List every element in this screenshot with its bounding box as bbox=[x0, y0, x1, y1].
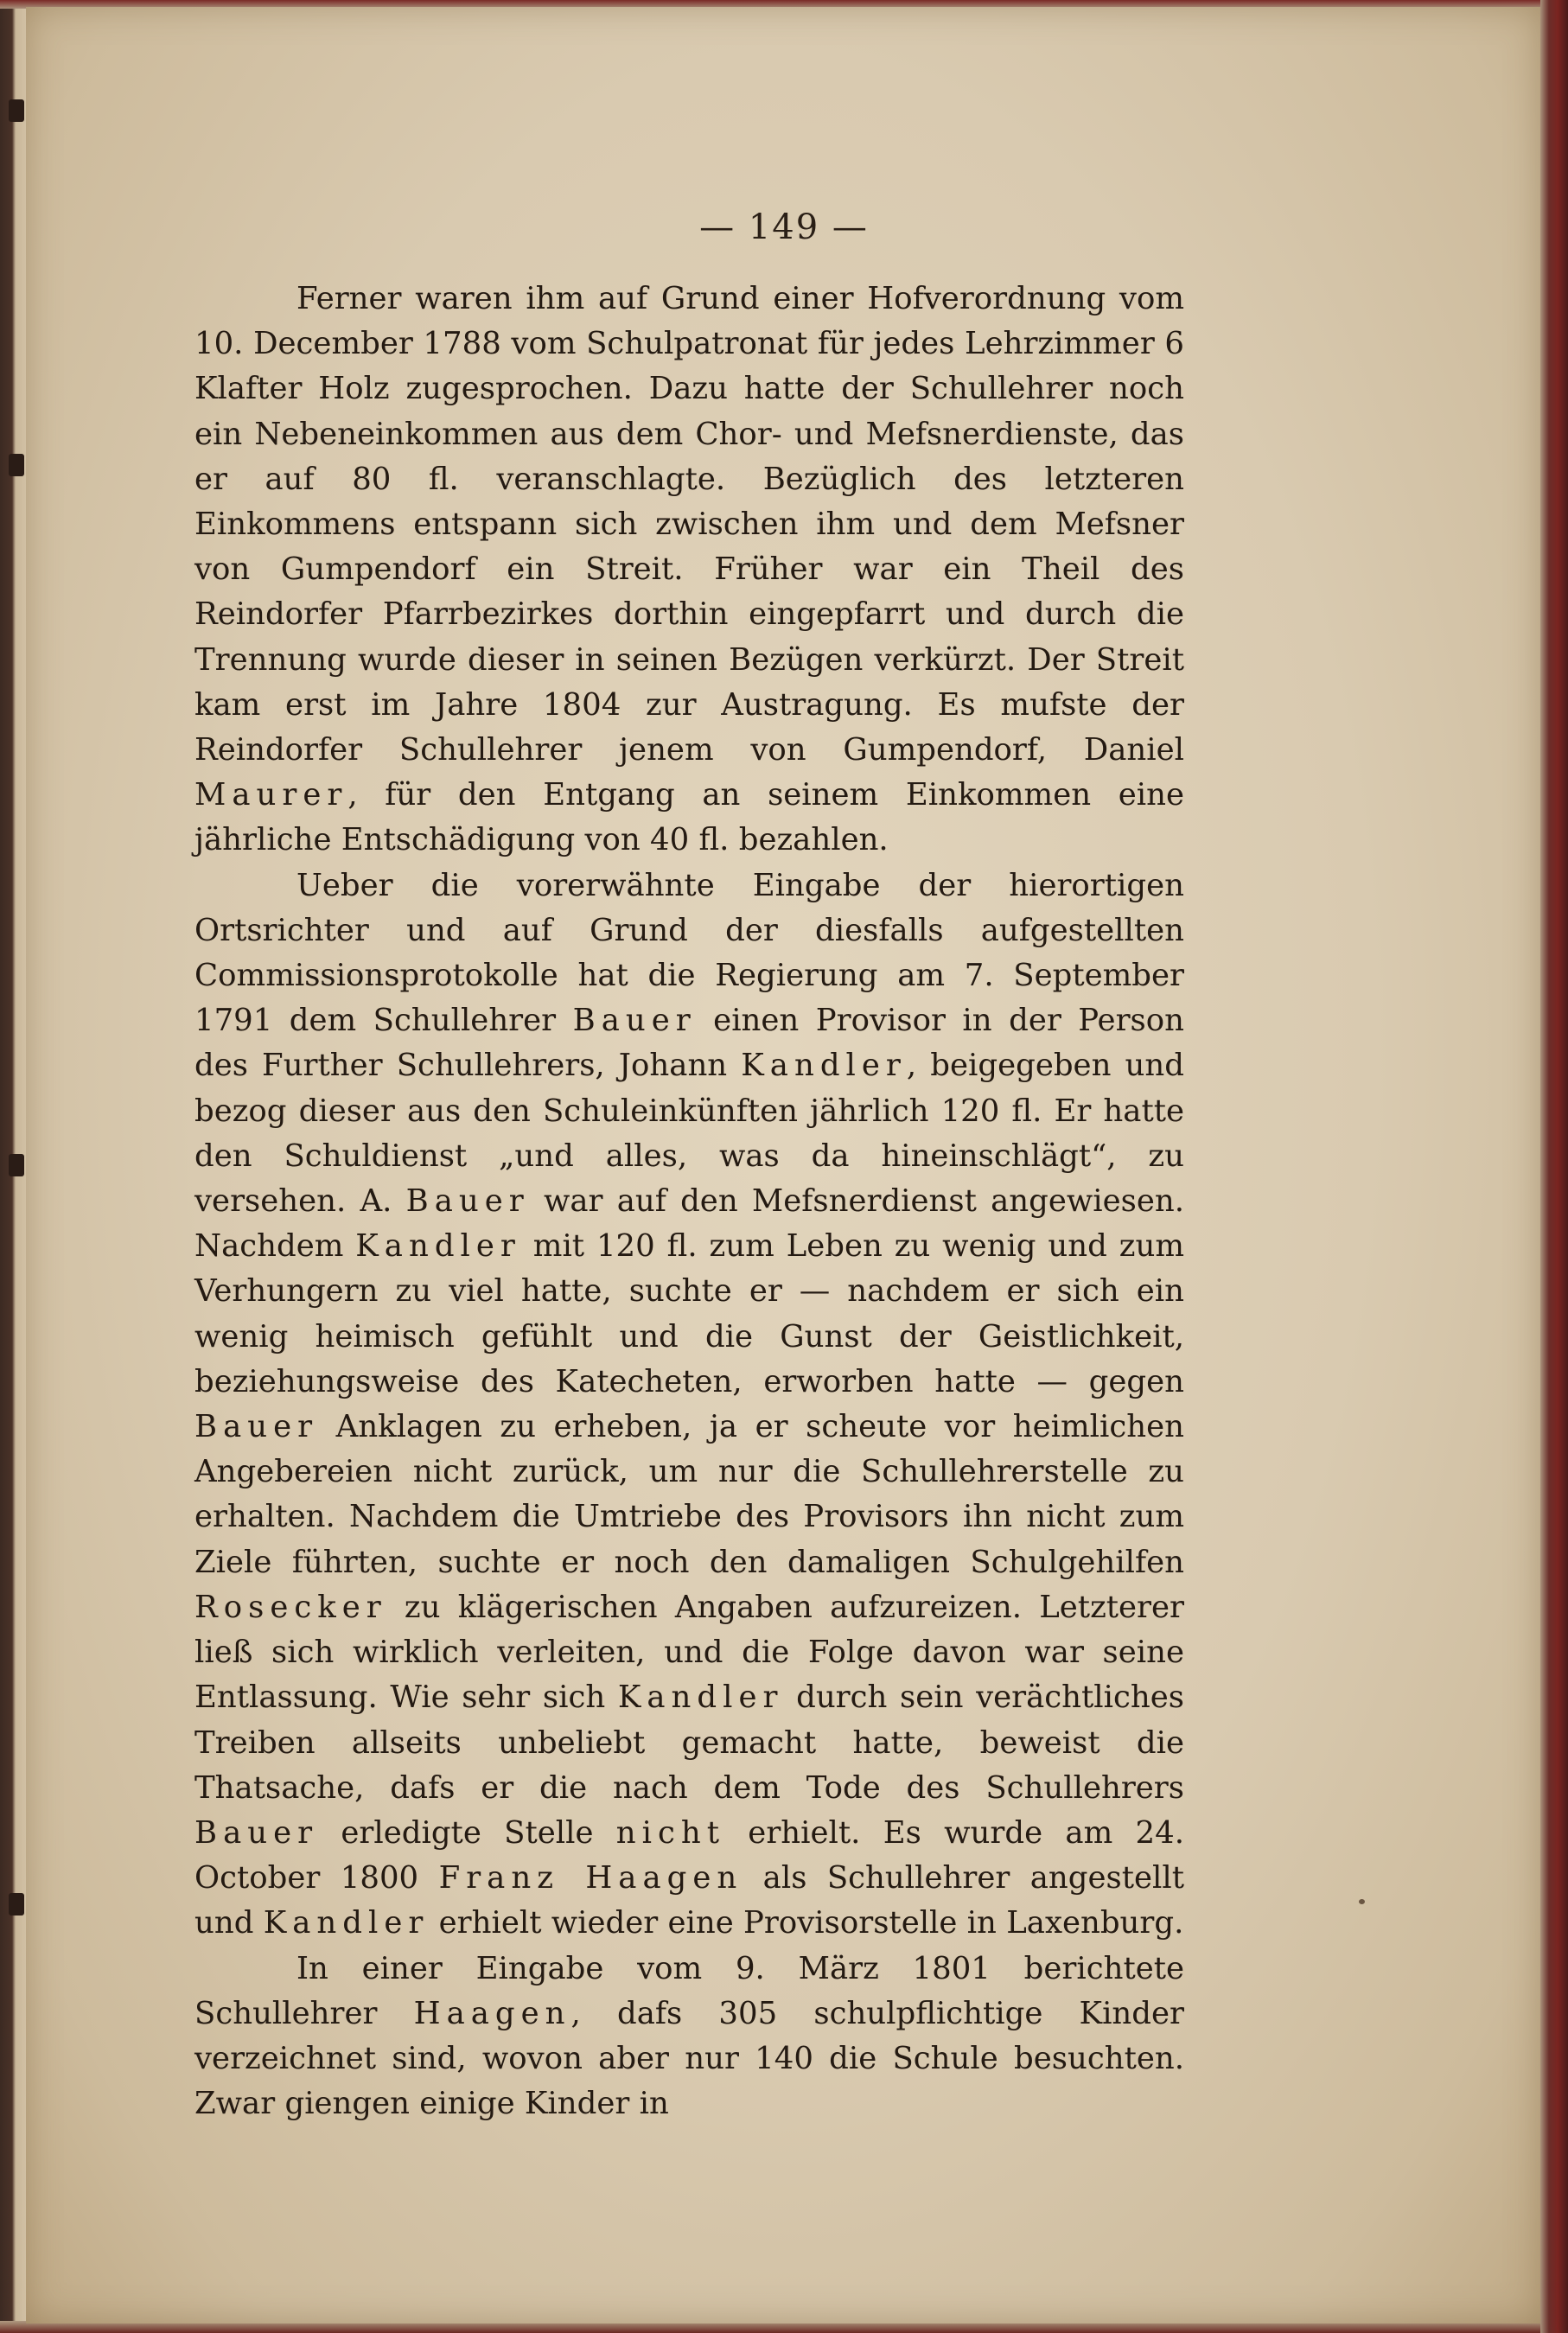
text-segment: Anklagen zu erheben, ja er scheute vor heimlichen Angebereien nicht zurück, um nur die Schullehrerstelle zu erhalten. Nachdem die Umtriebe des Provisors ihn nicht zum Ziele führten, suchte er noch den damaligen Schulgehilfen bbox=[194, 1409, 1184, 1580]
text-segment: durch sein verächtliches Treiben allseits unbeliebt gemacht hatte, beweist die Thatsache, dafs er die nach dem Tode des Schullehrers bbox=[194, 1680, 1184, 1806]
spaced-word: nicht bbox=[615, 1814, 725, 1851]
binding-mark bbox=[9, 454, 24, 476]
paragraph bbox=[194, 864, 1184, 1947]
spaced-name: Haagen bbox=[413, 1995, 571, 2031]
spaced-name: Kandler bbox=[263, 1905, 430, 1941]
text-segment: erledigte Stelle bbox=[318, 1814, 616, 1851]
text-segment: , beigegeben und bezog dieser aus den Schuleinkünften jährlich 120 fl. Er hatte den Schuldienst „und alles, was da hineinschlägt“, zu versehen. A. bbox=[194, 1048, 1184, 1220]
text-segment: , für den Entgang an seinem Einkommen eine jährliche Entschädigung von 40 fl. bezahlen. bbox=[194, 777, 1184, 858]
spaced-name: Bauer bbox=[194, 1814, 319, 1851]
spaced-name: Bauer bbox=[405, 1183, 530, 1220]
text-segment: , dafs 305 schulpflichtige Kinder verzeichnet sind, wovon aber nur 140 die Schule besuchten. Zwar giengen einige Kinder in bbox=[194, 1995, 1184, 2122]
text-segment: zu klägerischen Angaben aufzureizen. Letzterer ließ sich wirklich verleiten, und die Folge davon war seine Entlassung. Wie sehr sich bbox=[194, 1589, 1184, 1716]
paragraph bbox=[194, 1947, 1184, 2127]
spaced-name: Kandler bbox=[741, 1048, 907, 1084]
text-segment: war auf den Mefsnerdienst angewiesen. Nachdem bbox=[194, 1183, 1184, 1265]
spaced-name: Franz Haagen bbox=[438, 1860, 743, 1896]
binding-mark bbox=[9, 1154, 24, 1176]
body-text bbox=[194, 277, 1184, 2126]
text-segment: Ueber die vorerwähnte Eingabe der hierortigen Ortsrichter und auf Grund der diesfalls aufgestellten Commissionsprotokolle hat die Regierung am 7. September 1791 dem Schullehrer bbox=[194, 867, 1184, 1039]
text-segment: als Schullehrer angestellt und bbox=[194, 1860, 1184, 1941]
binding-mark bbox=[9, 99, 24, 122]
text-segment: In einer Eingabe vom 9. März 1801 berichtete Schullehrer bbox=[194, 1950, 1184, 2031]
text-segment: Ferner waren ihm auf Grund einer Hofverordnung vom 10. December 1788 vom Schulpatronat für jedes Lehrzimmer 6 Klafter Holz zugesprochen. Dazu hatte der Schullehrer noch ein Nebeneinkommen aus dem Chor- und Mefsnerdienste, das er auf 80 fl. veranschlagte. Bezüglich des letzteren Einkommens entspann sich zwischen ihm und dem Mefsner von Gumpendorf ein Streit. Früher war ein Theil des Reindorfer Pfarrbezirkes dorthin eingepfarrt und durch die Trennung wurde dieser in seinen Bezügen verkürzt. Der Streit kam erst im Jahre 1804 zur Austragung. Es mufste der Reindorfer Schullehrer jenem von Gumpendorf, Daniel bbox=[194, 281, 1184, 768]
spaced-name: Kandler bbox=[617, 1680, 784, 1716]
text-segment: mit 120 fl. zum Leben zu wenig und zum Verhungern zu viel hatte, suchte er — nachdem er sich ein wenig heimisch gefühlt und die Gunst der Geistlichkeit, beziehungsweise des Katecheten, erworben hatte — gegen bbox=[194, 1228, 1185, 1399]
spaced-name: Bauer bbox=[572, 1003, 697, 1039]
paragraph bbox=[194, 277, 1184, 864]
binding-mark bbox=[9, 1893, 24, 1915]
spaced-name: Rosecker bbox=[194, 1589, 387, 1625]
page-number: — 149 — bbox=[699, 207, 869, 247]
text-segment: einen Provisor in der Person des Further Schullehrers, Johann bbox=[194, 1003, 1184, 1084]
spaced-name: Bauer bbox=[194, 1409, 319, 1445]
spaced-name: Maurer bbox=[194, 777, 348, 813]
text-segment: erhielt wieder eine Provisorstelle in Laxenburg. bbox=[429, 1905, 1184, 1941]
spine-edge bbox=[1540, 0, 1568, 2333]
spaced-name: Kandler bbox=[355, 1228, 521, 1265]
paper-speck bbox=[1359, 1899, 1365, 1904]
text-segment: erhielt. Es wurde am 24. October 1800 bbox=[194, 1814, 1184, 1896]
